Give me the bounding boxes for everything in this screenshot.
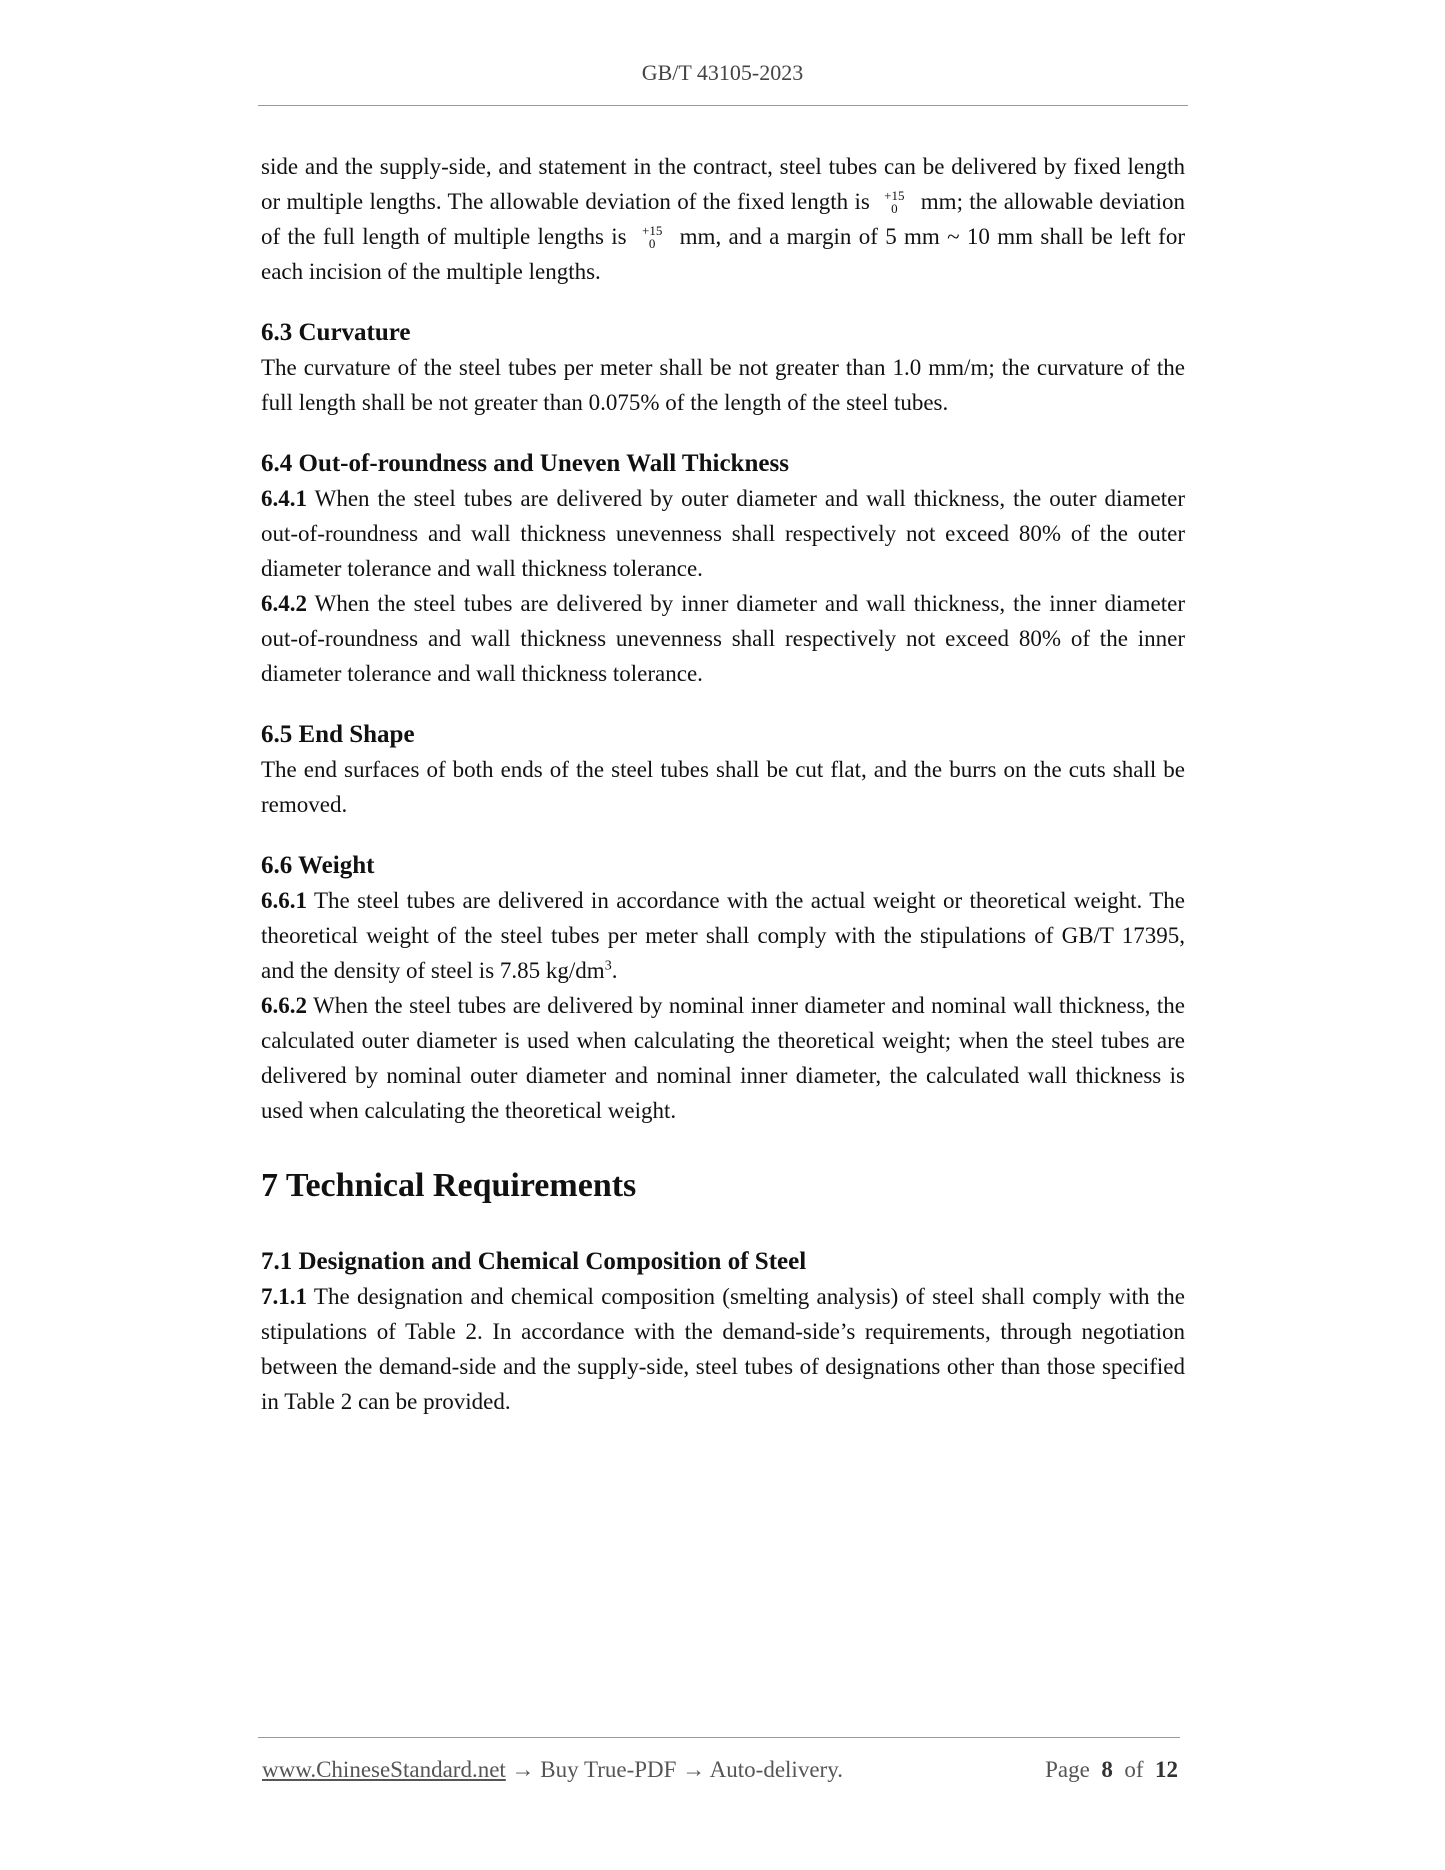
clause-number: 6.4.1 xyxy=(261,486,307,511)
fixed-length-tolerance xyxy=(884,189,904,215)
end-shape-paragraph: The end surfaces of both ends of the steel tubes shall be cut flat, and the burrs on the cuts shall be removed. xyxy=(261,757,1185,817)
website-link[interactable]: www.ChineseStandard.net xyxy=(262,1757,506,1782)
total-pages: 12 xyxy=(1155,1757,1178,1782)
intro-text-c: mm, and a margin of 5 mm ~ 10 mm shall be left for each incision of the multiple lengths. xyxy=(261,224,1185,284)
clause-number: 6.6.1 xyxy=(261,888,307,913)
paragraph-7-1-1 xyxy=(261,1279,1185,1419)
running-header: GB/T 43105-2023 xyxy=(641,60,804,85)
arrow-icon: → xyxy=(682,1757,706,1782)
page-footer xyxy=(262,1757,1182,1783)
clause-end: . xyxy=(611,958,618,983)
buy-pdf-text: Buy True-PDF xyxy=(540,1757,677,1782)
clause-number: 6.4.2 xyxy=(261,591,307,616)
clause-text: When the steel tubes are delivered by outer diameter and wall thickness, the outer diameter out-of-roundness and wall thickness unevenness shall respectively not exceed 80% of the outer diameter tolerance and wall thickness tolerance. xyxy=(261,486,1185,581)
tolerance-upper: +15 xyxy=(884,187,905,203)
clause-number: 7.1.1 xyxy=(261,1284,307,1309)
clause-text: The steel tubes are delivered in accordance with the actual weight or theoretical weight. The theoretical weight of the steel tubes per meter shall comply with the stipulations of GB/T 17395, and the density of steel is 7.85 kg/dm xyxy=(261,888,1185,983)
clause-text: When the steel tubes are delivered by inner diameter and wall thickness, the inner diameter out-of-roundness and wall thickness unevenness shall respectively not exceed 80% of the inner diameter tolerance and wall thickness tolerance. xyxy=(261,591,1185,686)
tolerance-lower: 0 xyxy=(648,235,656,251)
heading-7-1: 7.1 Designation and Chemical Composition of Steel xyxy=(261,1248,807,1275)
clause-text: The designation and chemical composition (smelting analysis) of steel shall comply with the stipulations of Table 2. In accordance with the demand-side’s requirements, through negotiation between the demand-side and the supply-side, steel tubes of designations other than those specified in Table 2 can be provided. xyxy=(261,1284,1185,1414)
paragraph-6-4-1 xyxy=(261,481,1185,586)
arrow-icon: → xyxy=(511,1757,535,1782)
tolerance-lower: 0 xyxy=(891,200,898,216)
heading-6-3: 6.3 Curvature xyxy=(261,319,411,346)
tolerance-upper: +15 xyxy=(641,222,663,238)
heading-7: 7 Technical Requirements xyxy=(261,1167,637,1204)
page-label: Page xyxy=(1045,1757,1090,1782)
page-number xyxy=(1045,1757,1178,1783)
auto-delivery-text: Auto-delivery. xyxy=(709,1757,843,1782)
clause-text: When the steel tubes are delivered by nominal inner diameter and nominal wall thickness, the calculated outer diameter is used when calculating the theoretical weight; when the steel tubes are delivered by nominal outer diameter and nominal inner diameter, the calculated wall thickness is used when calculating the theoretical weight. xyxy=(261,993,1185,1123)
of-label: of xyxy=(1124,1757,1144,1782)
footer-divider xyxy=(258,1737,1180,1738)
paragraph-6-6-1 xyxy=(261,883,1185,988)
page-content xyxy=(261,149,1185,1419)
heading-6-5: 6.5 End Shape xyxy=(261,721,415,748)
header-divider xyxy=(258,105,1188,106)
current-page: 8 xyxy=(1101,1757,1113,1782)
superscript-exponent: 3 xyxy=(604,958,612,974)
heading-6-4: 6.4 Out-of-roundness and Uneven Wall Thickness xyxy=(261,450,789,477)
clause-number: 6.6.2 xyxy=(261,993,307,1018)
curvature-paragraph: The curvature of the steel tubes per meter shall be not greater than 1.0 mm/m; the curvature of the full length shall be not greater than 0.075% of the length of the steel tubes. xyxy=(261,355,1185,415)
heading-6-6: 6.6 Weight xyxy=(261,852,375,879)
intro-paragraph xyxy=(261,149,1185,289)
multiple-length-tolerance xyxy=(642,224,662,250)
intro-text-b: mm; the allowable deviation of the full length of multiple lengths is xyxy=(261,189,1185,249)
intro-text-a: side and the supply-side, and statement in the contract, steel tubes can be delivered by fixed length or multiple lengths. The allowable deviation of the fixed length is xyxy=(261,154,1185,214)
paragraph-6-4-2 xyxy=(261,586,1185,691)
paragraph-6-6-2 xyxy=(261,988,1185,1128)
